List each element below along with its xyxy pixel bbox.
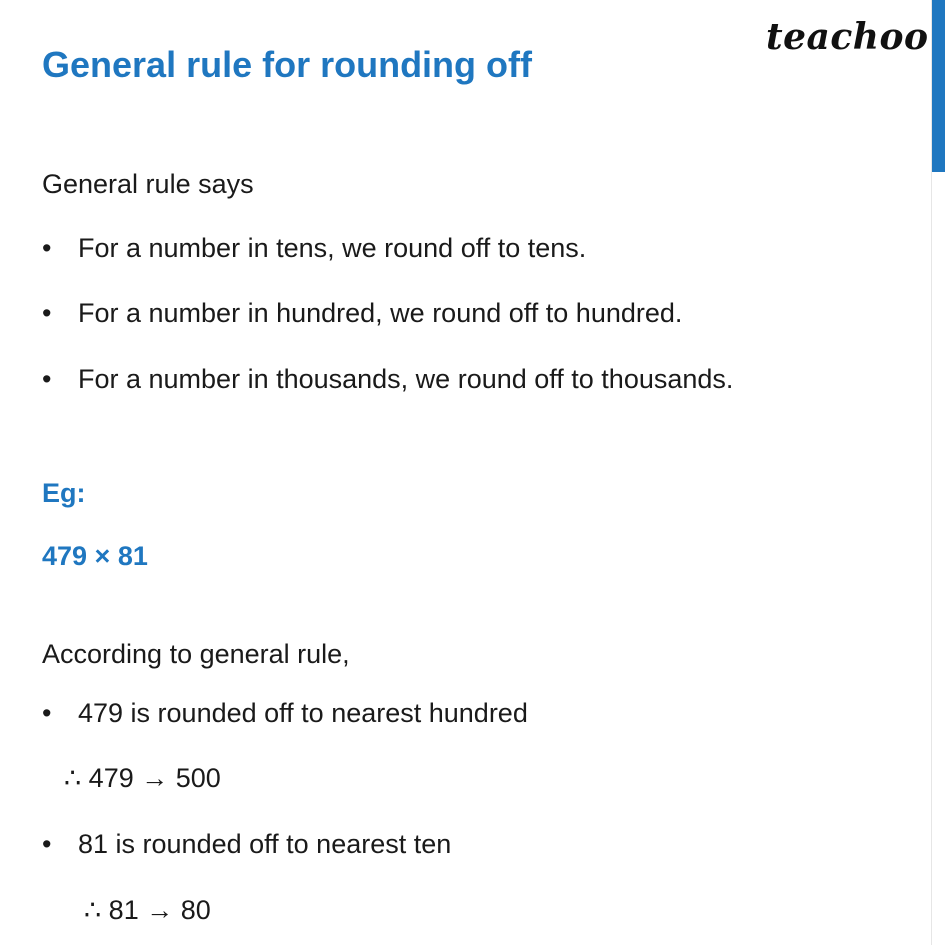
step-text-81: 81 is rounded off to nearest ten — [78, 829, 452, 859]
example-lead-text: According to general rule, — [42, 639, 350, 669]
bullet-icon: • — [42, 364, 52, 394]
side-accent-highlight — [932, 0, 945, 172]
bullet-icon: • — [42, 829, 52, 859]
bullet-icon: • — [42, 233, 52, 263]
teachoo-logo: teachoo — [766, 16, 929, 58]
step-text-479: 479 is rounded off to nearest hundred — [78, 698, 528, 728]
step-result-81: ∴ 81 → 80 — [84, 895, 211, 925]
bullet-icon: • — [42, 698, 52, 728]
intro-text: General rule says — [42, 169, 254, 199]
rule-item-thousands: For a number in thousands, we round off to thousands. — [78, 364, 734, 394]
rule-item-tens: For a number in tens, we round off to tens. — [78, 233, 587, 263]
bullet-icon: • — [42, 298, 52, 328]
step-result-479: ∴ 479 → 500 — [64, 763, 221, 793]
rule-item-hundred: For a number in hundred, we round off to hundred. — [78, 298, 683, 328]
example-label: Eg: — [42, 478, 86, 508]
example-expression: 479 × 81 — [42, 541, 148, 571]
side-accent-bar — [931, 0, 945, 945]
page-title: General rule for rounding off — [42, 44, 533, 85]
